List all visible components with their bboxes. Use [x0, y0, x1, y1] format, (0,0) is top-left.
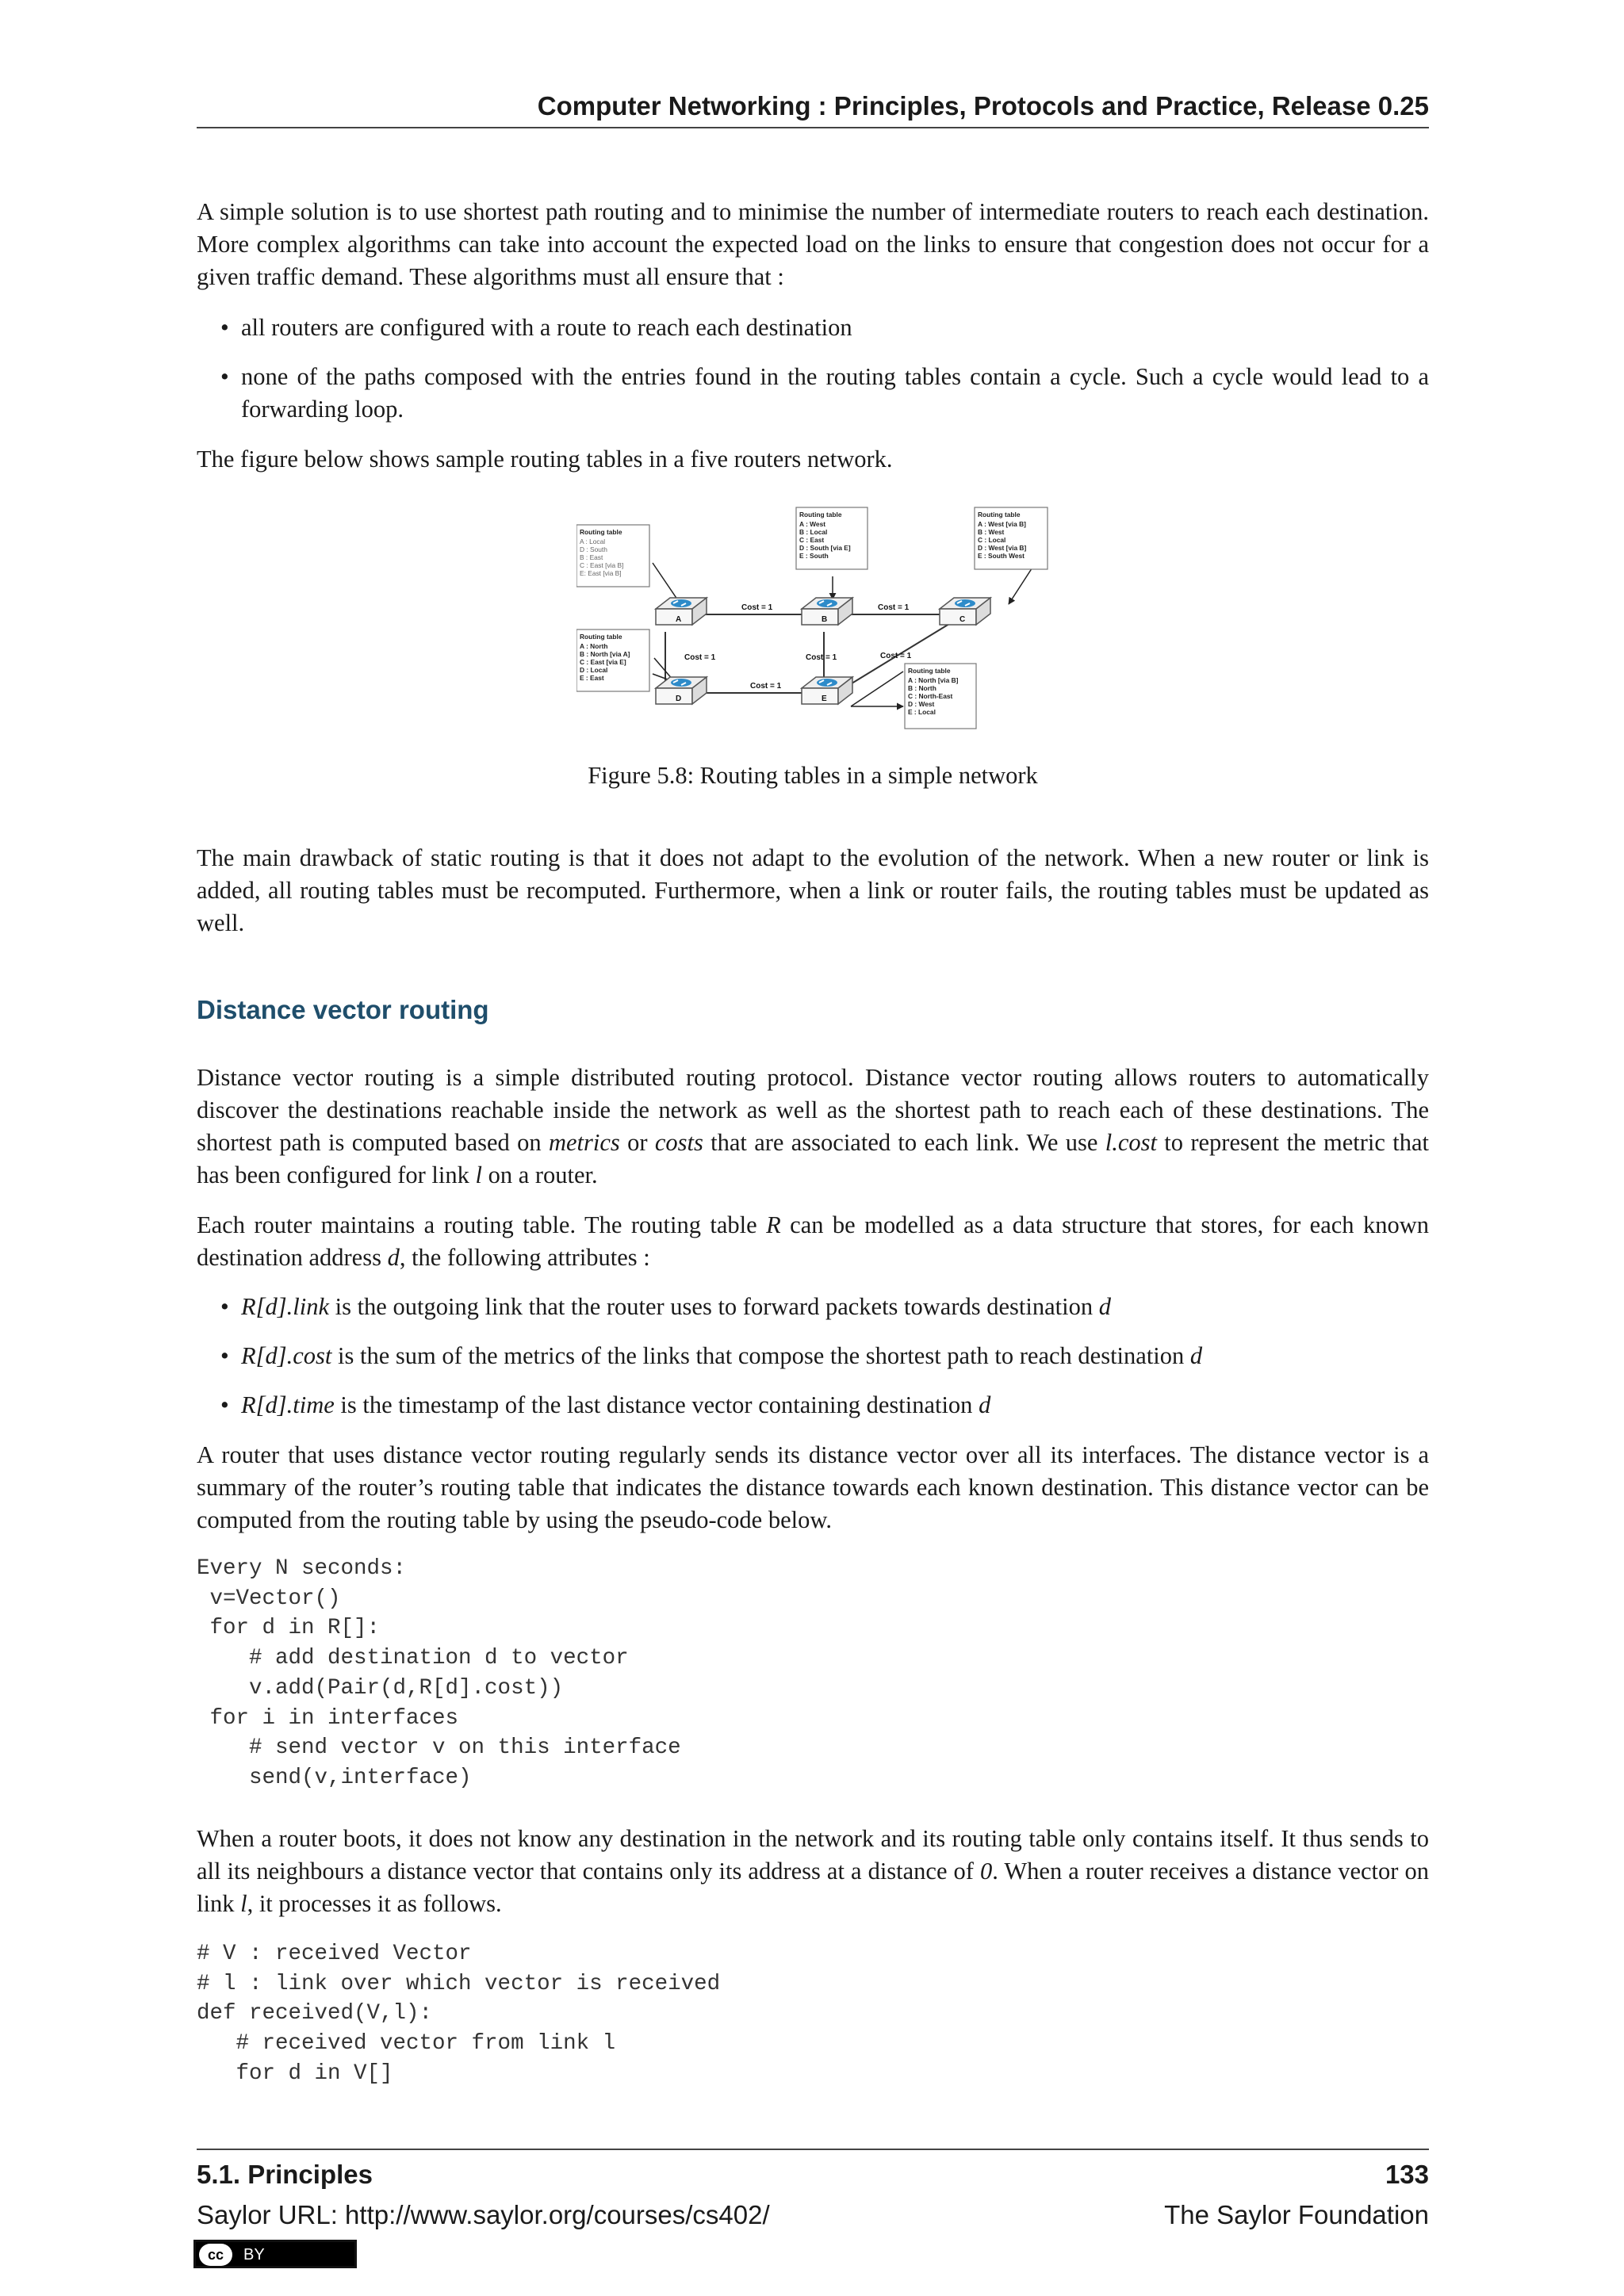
svg-text:C : North-East: C : North-East: [908, 692, 953, 700]
routing-table-e: [905, 664, 976, 729]
page: [197, 0, 1429, 2296]
section-heading: Distance vector routing: [197, 995, 489, 1024]
intro-paragraph: A simple solution is to use shortest path routing and to minimise the number of intermediate routers to reach each destination. More complex algorithms can take into account the expected load on the links to ensure that congestion does not occur for a given traffic demand. These algorithms must all ensure that :: [197, 198, 1429, 290]
svg-text:C : East [via B]: C : East [via B]: [580, 561, 624, 569]
svg-text:Routing table: Routing table: [908, 667, 951, 675]
router-label-d: D: [676, 695, 682, 703]
footer-rule: [197, 2149, 1429, 2150]
cost-label-d-e: Cost = 1: [750, 682, 782, 691]
svg-text:E: East [via B]: E: East [via B]: [580, 569, 622, 577]
by-label: BY: [243, 2246, 265, 2263]
svg-text:B : West: B : West: [978, 528, 1005, 536]
svg-text:D : West [via B]: D : West [via B]: [978, 544, 1027, 552]
routing-table-c: [975, 507, 1048, 569]
bullet-text: none of the paths composed with the entries found in the routing tables contain a cycle. Such a cycle would lead to a forwarding loop.: [241, 363, 1429, 423]
routing-network-figure: [576, 501, 1262, 733]
dv-paragraph-3: A router that uses distance vector routing regularly sends its distance vector over all its interfaces. The distance vector is a summary of the router’s routing table that indicates the distance towards each known destination. This distance vector can be computed from the routing table by using the pseudo-code below.: [197, 1441, 1429, 1533]
cc-icon: cc: [199, 2244, 232, 2266]
bullet-icon: •: [220, 1342, 229, 1369]
figure-caption: Figure 5.8: Routing tables in a simple network: [588, 762, 1038, 789]
dv-paragraph-1: Distance vector routing is a simple distributed routing protocol. Distance vector routing allows routers to automatically discover the destinations reachable inside the network as well as the shortest path to reach each of these destinations. The shortest path is computed based on metrics or costs that are associated to each link. We use l.cost to represent the metric that has been configured for link l on a router.: [197, 1064, 1430, 1188]
cost-label-e-c: Cost = 1: [880, 652, 912, 660]
saylor-foundation: The Saylor Foundation: [1164, 2200, 1429, 2229]
svg-text:E : South: E : South: [799, 552, 829, 560]
attribute-item: • R[d].cost is the sum of the metrics of the links that compose the shortest path to reach destination d: [241, 1340, 1429, 1372]
svg-text:E : East: E : East: [580, 674, 604, 682]
page-number: 133: [1385, 2160, 1429, 2189]
bullet-item: [220, 361, 1429, 426]
svg-text:C : East: C : East: [799, 536, 825, 544]
attribute-item: • R[d].time is the timestamp of the last distance vector containing destination d: [241, 1389, 1429, 1422]
header-rule: [197, 127, 1429, 128]
svg-text:E : South West: E : South West: [978, 552, 1025, 560]
routing-table-b: [796, 507, 868, 569]
svg-text:B : North [via A]: B : North [via A]: [580, 650, 630, 658]
bullet-text: all routers are configured with a route to reach each destination: [241, 314, 852, 341]
running-header: Computer Networking : Principles, Protocols and Practice, Release 0.25: [537, 91, 1429, 121]
svg-text:A : North: A : North: [580, 642, 608, 650]
svg-text:C : Local: C : Local: [978, 536, 1006, 544]
cost-label-a-b: Cost = 1: [741, 603, 773, 612]
dv-paragraph-4: When a router boots, it does not know any destination in the network and its routing table only contains itself. It thus sends to all its neighbours a distance vector that contains only its address at a distance of 0. When a router receives a distance vector on link l, it processes it as follows.: [197, 1825, 1429, 1917]
svg-text:B : North: B : North: [908, 684, 936, 692]
dv-paragraph-2: Each router maintains a routing table. The routing table R can be modelled as a data structure that stores, for each known destination address d, the following attributes :: [197, 1211, 1430, 1271]
svg-text:A : North [via B]: A : North [via B]: [908, 676, 959, 684]
router-label-a: A: [676, 615, 682, 624]
pseudo-code-vector: Every N seconds: v=Vector() for d in R[]: # add destination d to vector v.add(Pair(d,R[d].cost)) for i in interfaces # send vector v on this interface send(v,interface): [197, 1556, 681, 1790]
svg-text:C : East [via E]: C : East [via E]: [580, 658, 626, 666]
bullet-icon: •: [220, 1391, 229, 1418]
cost-label-b-e: Cost = 1: [806, 653, 837, 662]
attribute-item: • R[d].link is the outgoing link that the router uses to forward packets towards destination d: [241, 1291, 1429, 1323]
pseudo-code-received: # V : received Vector # l : link over which vector is received def received(V,l): # received vector from link l for d in V[]: [197, 1942, 721, 2086]
figure-intro-paragraph: The figure below shows sample routing tables in a five routers network.: [197, 446, 893, 473]
cost-label-a-d: Cost = 1: [684, 653, 716, 662]
svg-text:Routing table: Routing table: [580, 528, 622, 536]
cost-label-b-c: Cost = 1: [878, 603, 910, 612]
routing-table-a: [576, 525, 649, 587]
svg-text:A : Local: A : Local: [580, 538, 606, 545]
bullet-item: [220, 312, 1429, 344]
drawback-paragraph: The main drawback of static routing is that it does not adapt to the evolution of the network. When a new router or link is added, all routing tables must be recomputed. Furthermore, when a link or router fails, the routing tables must be updated as well.: [197, 844, 1429, 936]
svg-text:Routing table: Routing table: [799, 511, 842, 519]
router-e: [802, 677, 852, 704]
svg-text:D : South [via E]: D : South [via E]: [799, 544, 851, 552]
svg-text:A : West [via B]: A : West [via B]: [978, 520, 1026, 528]
svg-text:A : West: A : West: [799, 520, 826, 528]
svg-text:D : South: D : South: [580, 545, 607, 553]
bullet-icon: •: [220, 1293, 229, 1320]
router-label-e: E: [822, 695, 827, 703]
router-label-c: C: [959, 615, 966, 624]
svg-text:D : Local: D : Local: [580, 666, 608, 674]
saylor-url: Saylor URL: http://www.saylor.org/courses/cs402/: [197, 2200, 770, 2229]
svg-text:B : Local: B : Local: [799, 528, 828, 536]
svg-text:Routing table: Routing table: [580, 633, 622, 641]
bullet-icon: •: [220, 314, 229, 341]
bullet-icon: •: [220, 363, 229, 390]
router-label-b: B: [822, 615, 828, 624]
svg-text:Routing table: Routing table: [978, 511, 1021, 519]
cc-license-badge: [193, 2240, 357, 2268]
svg-text:E : Local: E : Local: [908, 708, 936, 716]
svg-text:B : East: B : East: [580, 553, 603, 561]
svg-text:D : West: D : West: [908, 700, 935, 708]
footer-section: 5.1. Principles: [197, 2160, 373, 2189]
routing-table-d: [576, 629, 649, 691]
